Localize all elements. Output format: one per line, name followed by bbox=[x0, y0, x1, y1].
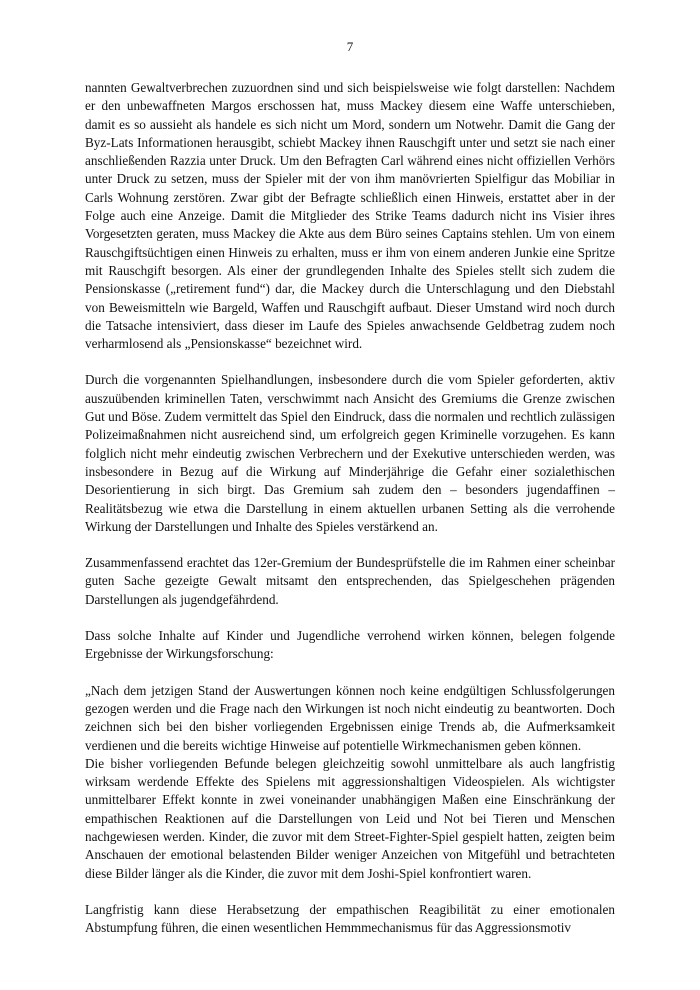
quote-paragraph-trends: „Nach dem jetzigen Stand der Auswertungen können noch keine endgültigen Schlussfolgerungen gezogen werden und die Frage nach den Wirkungen ist noch nicht eindeutig zu beantworten. Doch zeichnen sich bei den bisher vorliegenden Ergebnissen einige Trends ab, die Aufmerksamkeit verdienen und die bereits wichtige Hinweise auf potentielle Wirkmechanismen geben können. bbox=[85, 682, 615, 753]
paragraph-game-acts: nannten Gewaltverbrechen zuzuordnen sind und sich beispielsweise wie folgt darstellen: Nachdem er den unbewaffneten Margos erschossen hat, muss Mackey diesem eine Waffe unterschieben, damit es so aussieht als handele es sich nicht um Mord, sondern um Notwehr. Damit die Gang der Byz-Lats Informationen herausgibt, schiebt Mackey ihnen Rauschgift unter und setzt sie nach einer anschließenden Razzia unter Druck. Um den Befragten Carl während eines nicht offiziellen Verhörs unter Druck zu setzen, muss der Spieler mit der von ihm manövrierten Spielfigur das Mobiliar in Carls Wohnung zerstören. Zwar gibt der Befragte schließlich einen Hinweis, erstattet aber in der Folge auch eine Anzeige. Damit die Mitglieder des Strike Teams dadurch nicht ins Visier ihres Vorgesetzten geraten, muss Mackey die Akte aus dem Büro seines Captains stehlen. Um von einem Rauschgiftsüchtigen einen Hinweis zu erhalten, muss er ihm von einem anderen Junkie eine Spritze mit Rauschgift besorgen. Als einer der grundlegenden Inhalte des Spieles stellt sich zudem die Pensionskasse („retirement fund“) dar, die Mackey durch die Unterschlagung und den Diebstahl von Beweismitteln wie Bargeld, Waffen und Rauschgift aufbaut. Dieser Umstand wird noch durch die Tatsache intensiviert, dass dieser im Laufe des Spieles anwachsende Geldbetrag zudem noch verharmlosend als „Pensionskasse“ bezeichnet wird. bbox=[85, 80, 615, 352]
research-quote bbox=[85, 682, 615, 883]
paragraph-good-and-evil: Durch die vorgenannten Spielhandlungen, insbesondere durch die vom Spieler geforderten, aktiv auszuübenden kriminellen Taten, verschwimmt nach Ansicht des Gremiums die Grenze zwischen Gut und Böse. Zudem vermittelt das Spiel den Eindruck, dass die normalen und rechtlich zulässigen Polizeimaßnahmen nicht ausreichend sind, um erfolgreich gegen Kriminelle vorzugehen. Es kann folglich nicht mehr eindeutig zwischen Verbrechern und der Exekutive unterschieden werden, was insbesondere in Bezug auf die Wirkung auf Minderjährige die Gefahr einer sozialethischen Desorientierung in sich birgt. Das Gremium sah zudem den – besonders jugendaffinen – Realitätsbezug wie etwa die Darstellung in einem aktuellen urbanen Setting als die verrohende Wirkung der Darstellungen und Inhalte des Spieles verstärkend an. bbox=[85, 372, 615, 534]
paragraph-long-term-effects: Langfristig kann diese Herabsetzung der empathischen Reagibilität zu einer emotionalen Abstumpfung führen, die einen wesentlichen Hemmmechanismus für das Aggressionsmotiv bbox=[85, 901, 615, 936]
paragraph-research-intro: Dass solche Inhalte auf Kinder und Jugendliche verrohend wirken können, belegen folgende Ergebnisse der Wirkungsforschung: bbox=[85, 628, 615, 662]
quote-paragraph-findings: Die bisher vorliegenden Befunde belegen gleichzeitig sowohl unmittelbare als auch langfristig wirksam werdende Effekte des Spielens mit aggressionshaltigen Videospielen. Als wichtigster unmittelbarer Effekt konnte in zwei voneinander unabhängigen Maßen eine Einschränkung der empathischen Reaktionen auf die Darstellungen von Leid und Not bei Tieren und Menschen nachgewiesen werden. Kinder, die zuvor mit dem Street-Fighter-Spiel gespielt hatten, zeigten beim Anschauen der emotional belastenden Bilder weniger Anzeichen von Mitgefühl und betrachteten diese Bilder länger als die Kinder, die zuvor mit dem Joshi-Spiel konfrontiert waren. bbox=[85, 755, 615, 881]
paragraph-summary: Zusammenfassend erachtet das 12er-Gremium der Bundesprüfstelle die im Rahmen einer scheinbar guten Sache gezeigte Gewalt mitsamt den entsprechenden, das Spielgeschehen prägenden Darstellungen als jugendgefährdend. bbox=[85, 555, 615, 607]
page-number: 7 bbox=[346, 39, 354, 54]
page-content bbox=[85, 79, 615, 937]
